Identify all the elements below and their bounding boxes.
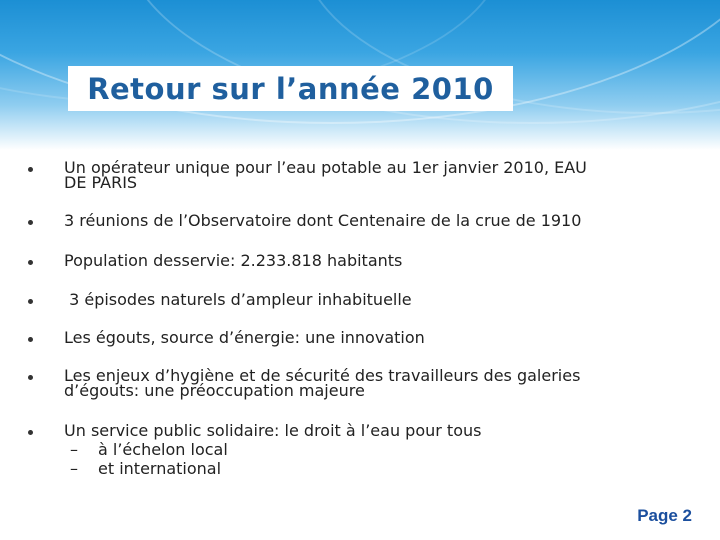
page-number: Page 2 xyxy=(637,506,692,525)
bullet-text-line: Les enjeux d’hygiène et de sécurité des travailleurs des galeries xyxy=(64,366,581,385)
sub-bullet-item xyxy=(64,442,481,457)
bullet-item xyxy=(28,213,581,228)
bullet-item xyxy=(28,368,580,398)
bullet-item xyxy=(28,160,587,190)
bullet-item xyxy=(28,330,425,345)
bullet-dot-icon xyxy=(28,167,33,172)
bullet-dot-icon xyxy=(28,375,33,380)
sub-bullet-dash: – xyxy=(70,459,78,478)
bullet-text-line: DE PARIS xyxy=(64,173,138,192)
bullet-item xyxy=(28,253,402,268)
sub-bullet-text: et international xyxy=(98,459,222,478)
sub-bullet-dash: – xyxy=(70,440,78,459)
bullet-text-line: Un service public solidaire: le droit à l’eau pour tous xyxy=(64,421,482,440)
bullet-item xyxy=(28,423,481,476)
bullet-text-line: Un opérateur unique pour l’eau potable au 1er janvier 2010, EAU xyxy=(64,158,587,177)
bullet-item xyxy=(28,292,412,307)
sub-bullet-text: à l’échelon local xyxy=(98,440,228,459)
bullet-text-line: Les égouts, source d’énergie: une innovation xyxy=(64,328,425,347)
title-box xyxy=(68,66,513,111)
bullet-dot-icon xyxy=(28,299,33,304)
bullet-dot-icon xyxy=(28,337,33,342)
bullet-text-line: Population desservie: 2.233.818 habitants xyxy=(64,251,403,270)
bullet-dot-icon xyxy=(28,430,33,435)
sub-bullet-item xyxy=(64,461,481,476)
bullet-dot-icon xyxy=(28,220,33,225)
bullet-text-line: d’égouts: une préoccupation majeure xyxy=(64,381,365,400)
bullet-text-line: 3 épisodes naturels d’ampleur inhabituelle xyxy=(64,290,412,309)
bullet-dot-icon xyxy=(28,260,33,265)
slide-title: Retour sur l’année 2010 xyxy=(87,71,494,106)
bullet-text-line: 3 réunions de l’Observatoire dont Centenaire de la crue de 1910 xyxy=(64,211,582,230)
